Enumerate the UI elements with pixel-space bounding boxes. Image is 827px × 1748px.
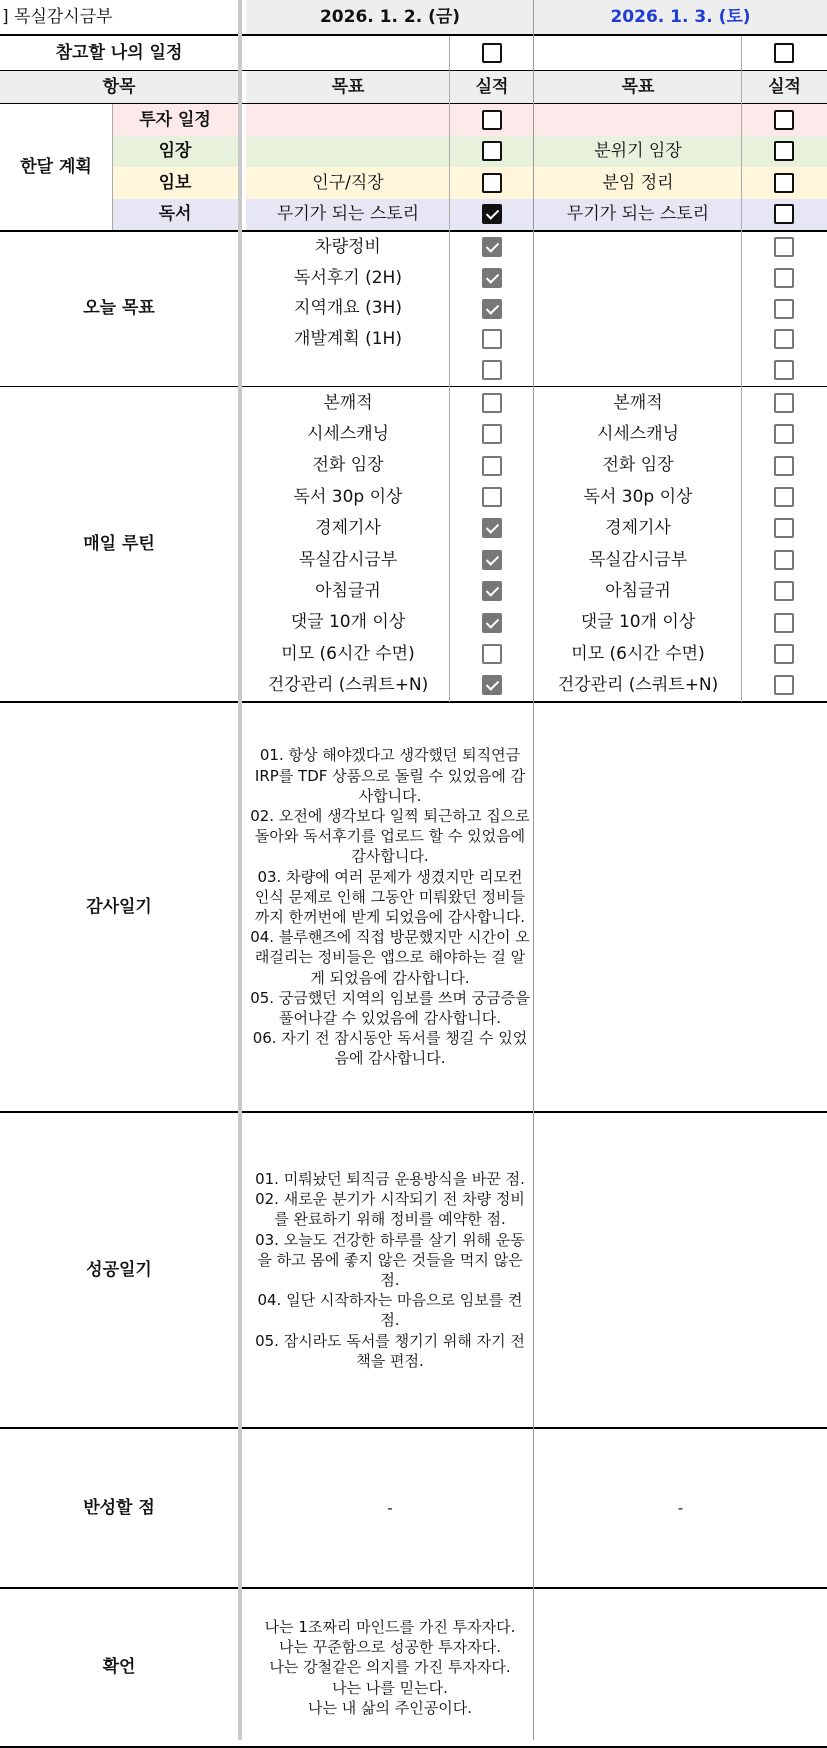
today-label: 오늘 목표 [83, 298, 155, 319]
checkbox-checked[interactable] [482, 550, 502, 570]
routine-goal-d2-5: 목실감시금부 [588, 549, 688, 570]
success-text-d1 [246, 1113, 534, 1427]
result-divider-d2 [741, 36, 742, 702]
checkbox-unchecked[interactable] [774, 644, 794, 664]
routine-goal-d2-3: 독서 30p 이상 [583, 486, 693, 507]
today-goal-d2-1 [534, 262, 742, 293]
checkbox-unchecked[interactable] [774, 204, 794, 224]
monthly-goal-d2-0 [534, 104, 742, 136]
today-goal-d1-2: 지역개요 (3H) [294, 298, 402, 319]
monthly-goal-d1-3: 무기가 되는 스토리 [246, 199, 450, 231]
today-goal-d1-1: 독서후기 (2H) [294, 267, 402, 288]
monthly-label: 한달 계획 [20, 156, 92, 177]
checkbox-unchecked[interactable] [482, 110, 502, 130]
checkbox-unchecked[interactable] [482, 43, 502, 63]
date-day1: 2026. 1. 2. (금) [246, 0, 534, 34]
checkbox-unchecked[interactable] [482, 393, 502, 413]
routine-goal-d1-5: 목실감시금부 [298, 549, 398, 570]
checkbox-unchecked[interactable] [774, 675, 794, 695]
col-item: 항목 [0, 71, 238, 103]
col-result-2: 실적 [742, 71, 827, 103]
checkbox-unchecked[interactable] [482, 456, 502, 476]
checkbox-checked[interactable] [482, 237, 502, 257]
routine-goal-d1-2: 전화 임장 [312, 455, 384, 476]
today-goal-d1-0: 차량정비 [315, 236, 381, 257]
routine-goal-d2-8: 미모 (6시간 수면) [571, 643, 705, 664]
journal-text: 01. 미뤄놨던 퇴직금 운용방식을 바꾼 점. 02. 새로운 분기가 시작되기 전 차량 정비를 완료하기 위해 정비를 예약한 점. 03. 오늘도 건강한 하루를 살기 위해 운동을 하고 몸에 좋지 않은 것들을 먹지 않은 점. 04. 일단 시작하자는 마음으로 임보를 켠 점. 05. 잠시라도 독서를 챙기기 위해 자기 전 책을 편점. [255, 1169, 525, 1370]
gratitude-text-d2 [534, 703, 827, 1111]
checkbox-unchecked[interactable] [774, 581, 794, 601]
checkbox-unchecked[interactable] [774, 110, 794, 130]
affirmation-text-d2 [534, 1589, 827, 1746]
today-goal-d2-2 [534, 293, 742, 324]
checkbox-unchecked[interactable] [482, 487, 502, 507]
checkbox-unchecked[interactable] [482, 360, 502, 380]
checkbox-unchecked[interactable] [774, 487, 794, 507]
gratitude-text-d1 [246, 703, 534, 1111]
routine-goal-d1-8: 미모 (6시간 수면) [281, 643, 415, 664]
date-day2: 2026. 1. 3. (토) [534, 0, 827, 34]
today-goal-d1-3: 개발계획 (1H) [294, 329, 402, 350]
checkbox-unchecked[interactable] [774, 360, 794, 380]
checkbox-unchecked[interactable] [774, 268, 794, 288]
checkbox-unchecked[interactable] [774, 141, 794, 161]
success-text-d2 [534, 1113, 827, 1427]
affirmation-label: 확언 [102, 1657, 136, 1678]
checkbox-unchecked[interactable] [482, 173, 502, 193]
reflection-text-d1 [246, 1429, 534, 1587]
reflection-text-d2 [534, 1429, 827, 1587]
monthly-goal-d1-0 [246, 104, 450, 136]
monthly-item-3: 독서 [112, 199, 238, 231]
checkbox-unchecked[interactable] [774, 393, 794, 413]
today-goal-d2-4 [534, 355, 742, 386]
gratitude-label: 감사일기 [86, 896, 152, 917]
col-goal-2: 목표 [534, 71, 742, 103]
routine-goal-d2-2: 전화 임장 [602, 455, 674, 476]
journal-text: - [387, 1498, 393, 1517]
checkbox-checked[interactable] [482, 268, 502, 288]
routine-goal-d2-6: 아침글귀 [605, 580, 671, 601]
monthly-goal-d2-3: 무기가 되는 스토리 [534, 199, 742, 231]
checkbox-checked[interactable] [482, 299, 502, 319]
success-label: 성공일기 [86, 1259, 152, 1280]
routine-goal-d1-1: 시세스캐닝 [306, 423, 390, 444]
checkbox-unchecked[interactable] [482, 141, 502, 161]
checkbox-unchecked[interactable] [774, 237, 794, 257]
checkbox-unchecked[interactable] [774, 43, 794, 63]
journal-text: - [677, 1498, 684, 1517]
routine-goal-d2-1: 시세스캐닝 [596, 423, 680, 444]
gray-separator [238, 0, 242, 1740]
routine-goal-d2-4: 경제기사 [605, 518, 671, 539]
col-result-1: 실적 [450, 71, 534, 103]
checkbox-unchecked[interactable] [482, 329, 502, 349]
checkbox-unchecked[interactable] [774, 329, 794, 349]
checkbox-unchecked[interactable] [774, 550, 794, 570]
reflection-label: 반성할 점 [83, 1497, 155, 1518]
monthly-subdivider [112, 104, 113, 230]
routine-goal-d1-3: 독서 30p 이상 [293, 486, 403, 507]
checkbox-checked[interactable] [482, 204, 502, 224]
checkbox-unchecked[interactable] [482, 424, 502, 444]
checkbox-unchecked[interactable] [774, 173, 794, 193]
routine-goal-d2-7: 댓글 10개 이상 [580, 612, 696, 633]
day-divider [533, 0, 534, 1740]
routine-goal-d1-6: 아침글귀 [315, 580, 381, 601]
checkbox-unchecked[interactable] [774, 613, 794, 633]
today-goal-d2-3 [534, 324, 742, 355]
checkbox-unchecked[interactable] [774, 299, 794, 319]
routine-goal-d1-4: 경제기사 [315, 518, 381, 539]
ref-label: 참고할 나의 일정 [55, 42, 183, 63]
checkbox-checked[interactable] [482, 518, 502, 538]
monthly-goal-d2-1: 분위기 임장 [534, 136, 742, 168]
affirmation-text-d1 [246, 1589, 534, 1746]
page-title: ] 목실감시금부 [0, 0, 238, 34]
routine-goal-d2-9: 건강관리 (스쿼트+N) [557, 675, 719, 696]
monthly-goal-d2-2: 분임 정리 [534, 167, 742, 199]
monthly-goal-d1-1 [246, 136, 450, 168]
checkbox-unchecked[interactable] [774, 456, 794, 476]
journal-text: 01. 항상 해야겠다고 생각했던 퇴직연금IRP를 TDF 상품으로 돌릴 수 있었음에 감사합니다. 02. 오전에 생각보다 일찍 퇴근하고 집으로 돌아와 독서후기를 업로드 할 수 있었음에 감사합니다. 03. 차량에 여러 문제가 생겼지만 리모컨 인식 문제로 인해 그동안 미뤄왔던 정비들까지 한꺼번에 받게 되었음에 감사합니다. 04. 블루핸즈에 직접 방문했지만 시간이 오래걸리는 정비들은 앱으로 해야하는 걸 알게 되었음에 감사합니다. 05. 궁금했던 지역의 임보를 쓰며 궁금증을 풀어나갈 수 있었음에 감사합니다. 06. 자기 전 잠시동안 독서를 챙길 수 있었음에 감사합니다. [250, 746, 530, 1068]
checkbox-unchecked[interactable] [482, 644, 502, 664]
today-goal-d1-4 [246, 355, 450, 386]
checkbox-checked[interactable] [482, 675, 502, 695]
today-goal-d2-0 [534, 232, 742, 263]
routine-label: 매일 루틴 [83, 533, 155, 554]
checkbox-checked[interactable] [482, 613, 502, 633]
checkbox-unchecked[interactable] [774, 424, 794, 444]
result-divider-d1 [449, 36, 450, 702]
routine-goal-d1-0: 본깨적 [323, 392, 373, 413]
routine-goal-d2-0: 본깨적 [613, 392, 663, 413]
monthly-item-0: 투자 일정 [112, 104, 238, 136]
monthly-item-1: 임장 [112, 136, 238, 168]
checkbox-checked[interactable] [482, 581, 502, 601]
monthly-item-2: 임보 [112, 167, 238, 199]
routine-goal-d1-7: 댓글 10개 이상 [290, 612, 406, 633]
col-goal-1: 목표 [246, 71, 450, 103]
journal-text: 나는 1조짜리 마인드를 가진 투자자다. 나는 꾸준함으로 성공한 투자자다. 나는 강철같은 의지를 가진 투자자다. 나는 나를 믿는다. 나는 내 삶의 주인공이다. [264, 1617, 516, 1717]
checkbox-unchecked[interactable] [774, 518, 794, 538]
monthly-goal-d1-2: 인구/직장 [246, 167, 450, 199]
routine-goal-d1-9: 건강관리 (스쿼트+N) [267, 675, 429, 696]
